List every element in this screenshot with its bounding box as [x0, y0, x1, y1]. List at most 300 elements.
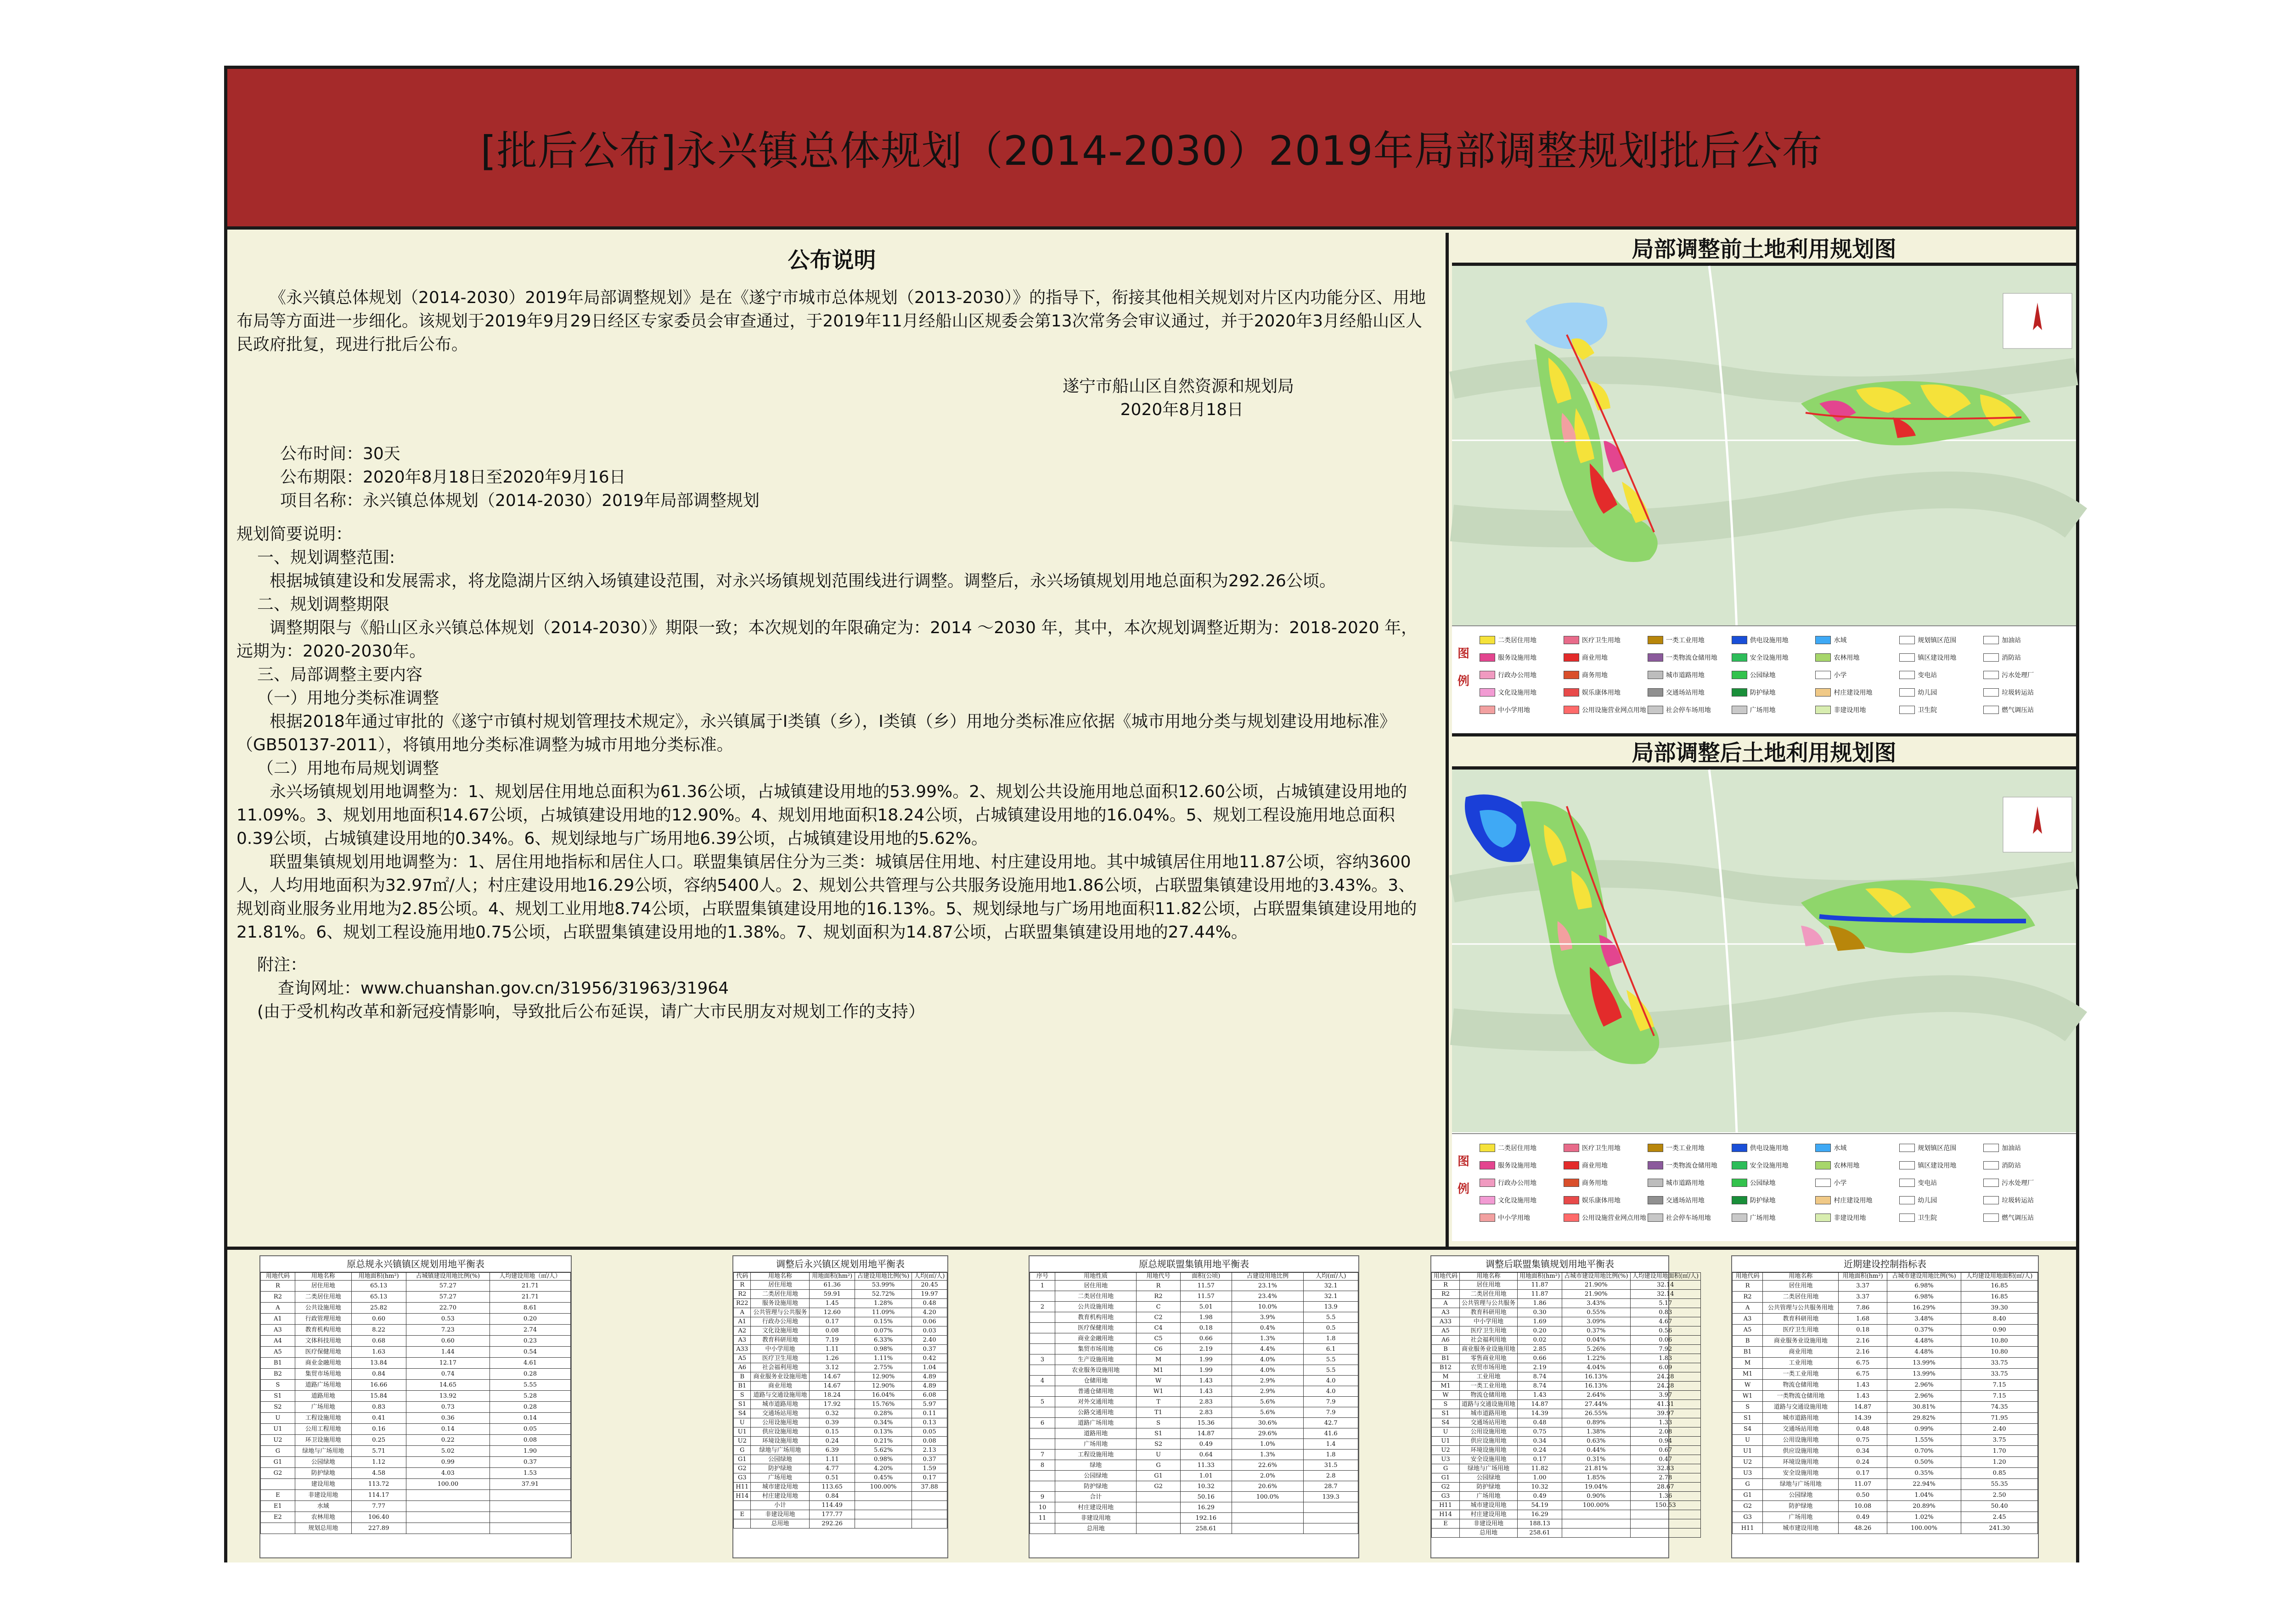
table-cell: 农贸市场用地 [1460, 1363, 1518, 1372]
table-cell: 7.19 [810, 1336, 855, 1345]
legend-item [1983, 702, 2067, 717]
table-cell: 0.68 [351, 1336, 406, 1347]
legend-swatch [1899, 706, 1915, 714]
table-cell: 2.40 [912, 1336, 947, 1345]
table-cell: U [734, 1418, 751, 1427]
table-row [1432, 1345, 1701, 1354]
legend-text: 公用设施营业网点用地 [1581, 1214, 1646, 1222]
map-after-title: 局部调整后土地利用规划图 [1452, 736, 2076, 770]
table-cell [912, 1492, 947, 1501]
table-cell: 1.00 [1518, 1473, 1562, 1483]
table-cell: 2.9% [1232, 1376, 1304, 1386]
table-cell: 道路与交通设施用地 [1460, 1400, 1518, 1409]
table-cell: B [1432, 1345, 1460, 1354]
table-row [734, 1345, 947, 1354]
table-cell: B2 [261, 1369, 295, 1380]
table-cell: 6 [1030, 1418, 1055, 1428]
table-row [261, 1523, 571, 1534]
table-cell: 0.35% [1887, 1468, 1961, 1479]
table-row [1432, 1400, 1701, 1409]
table-cell: 1.38% [1562, 1427, 1631, 1437]
table-cell: 1.20 [1961, 1457, 2038, 1468]
table-cell: 7.15 [1961, 1380, 2038, 1391]
table-row [261, 1402, 571, 1413]
table-cell: 24.28 [1630, 1372, 1701, 1382]
table-cell: R2 [1137, 1291, 1181, 1302]
legend-swatch [1815, 653, 1831, 662]
table-cell: 114.17 [351, 1490, 406, 1501]
table-row [1733, 1457, 2038, 1468]
legend-swatch [1983, 653, 1999, 662]
legend-swatch [1899, 1179, 1915, 1187]
table-cell: 4.48% [1887, 1347, 1961, 1358]
legend-text: 消防站 [2002, 654, 2021, 662]
legend-text: 防护绿地 [1750, 689, 1776, 697]
table-cell: 24.28 [1630, 1382, 1701, 1391]
table-cell: 12.60 [810, 1308, 855, 1317]
table-cell: 22.70 [406, 1303, 490, 1314]
table-cell: 供应设施用地 [1763, 1446, 1839, 1457]
table-cell: 服务设施用地 [751, 1299, 810, 1308]
legend-text: 变电站 [1918, 672, 1937, 679]
table-cell: 2.50 [1961, 1490, 2038, 1501]
section-1-text: 根据城镇建设和发展需求，将龙隐湖片区纳入场镇建设范围，对永兴场镇规划范围线进行调整。调整后，永兴场镇规划用地总面积为292.26公顷。 [270, 572, 1336, 590]
table-cell: 村庄建设用地 [1055, 1502, 1136, 1513]
notice-authority: 遂宁市船山区自然资源和规划局 [1062, 377, 1294, 396]
table-cell: S1 [1733, 1413, 1763, 1424]
table-cell: R [1733, 1281, 1763, 1292]
table-cell: 0.17 [912, 1473, 947, 1483]
legend-swatch [1480, 688, 1495, 697]
legend-swatch [1815, 1144, 1831, 1152]
legend-swatch [1648, 1144, 1663, 1152]
table-cell: 139.3 [1304, 1492, 1358, 1502]
legend-swatch [1983, 1196, 1999, 1204]
table-cell [912, 1519, 947, 1528]
table-cell: 19.04% [1562, 1483, 1631, 1492]
table-row [1733, 1292, 2038, 1303]
table-cell: 0.47 [1630, 1455, 1701, 1464]
table-cell: 0.15% [855, 1317, 912, 1326]
legend-swatch [1480, 706, 1495, 714]
table-cell: 5.6% [1232, 1397, 1304, 1407]
table-header-cell: 用地代码 [261, 1273, 295, 1281]
table-cell: 1.98 [1180, 1312, 1232, 1323]
table-cell: 25.82 [351, 1303, 406, 1314]
legend-item [1732, 1210, 1816, 1225]
section-3-title: 三、局部调整主要内容 [257, 665, 423, 684]
table-cell: 10.80 [1961, 1336, 2038, 1347]
table-cell: U1 [1733, 1446, 1763, 1457]
legend-item [1815, 1158, 1899, 1173]
table-cell: R2 [1432, 1290, 1460, 1299]
legend-text: 变电站 [1918, 1180, 1937, 1187]
legend-swatch [1732, 671, 1747, 679]
table-cell: 2.83 [1180, 1397, 1232, 1407]
legend-item [1899, 633, 1983, 647]
table-cell: 绿地与广场用地 [1763, 1479, 1839, 1490]
legend-swatch [1899, 653, 1915, 662]
table-cell: A [261, 1303, 295, 1314]
table-adjusted-town [732, 1255, 948, 1558]
legend-text: 社会停车场用地 [1666, 707, 1711, 714]
table-cell: 安全设施用地 [1460, 1455, 1518, 1464]
table-cell: 0.37% [1562, 1326, 1631, 1336]
legend-item [1648, 1193, 1732, 1208]
legend-item [1899, 1158, 1983, 1173]
table-cell: 0.60 [406, 1336, 490, 1347]
table-cell: 1.4 [1304, 1439, 1358, 1450]
table-cell: 工业用地 [1763, 1358, 1839, 1369]
table-cell: G2 [1432, 1483, 1460, 1492]
table-cell: 绿地与广场用地 [751, 1446, 810, 1455]
table-cell: 4.61 [490, 1358, 570, 1369]
table-cell: 3.43% [1562, 1299, 1631, 1308]
table-row [1432, 1464, 1701, 1473]
table-cell: 工程设施用地 [295, 1413, 351, 1424]
legend-item [1564, 702, 1648, 717]
legend-text: 中小学用地 [1498, 1214, 1530, 1222]
legend-item [1815, 702, 1899, 717]
table-cell: S4 [1733, 1424, 1763, 1435]
legend-item [1983, 1210, 2067, 1225]
table-row [1733, 1424, 2038, 1435]
table-header-cell: 用地代码 [1733, 1273, 1763, 1281]
table-cell: 0.04% [1562, 1336, 1631, 1345]
legend-swatch [1815, 1214, 1831, 1222]
table-cell: 0.23 [490, 1336, 570, 1347]
table-cell: H11 [1432, 1501, 1460, 1510]
table-cell: 0.05 [490, 1424, 570, 1435]
table-cell: 公共设施用地 [295, 1303, 351, 1314]
table-cell: 0.90 [1961, 1325, 2038, 1336]
legend-text: 安全设施用地 [1750, 1162, 1789, 1169]
table-cell: S [734, 1391, 751, 1400]
table-cell: M [1137, 1354, 1181, 1365]
table-cell: 1.53 [490, 1468, 570, 1479]
note-apology: (由于受机构改革和新冠疫情影响，导致批后公布延误，请广大市民朋友对规划工作的支持） [257, 1002, 925, 1021]
table-cell: 22.6% [1232, 1460, 1304, 1471]
table-cell: 4.48% [1887, 1336, 1961, 1347]
table-cell: 0.08 [810, 1326, 855, 1336]
legend-text: 娱乐康体用地 [1581, 689, 1621, 697]
table-row [1030, 1523, 1358, 1534]
table-cell: 工业用地 [1460, 1372, 1518, 1382]
table-cell: 0.75 [1839, 1435, 1887, 1446]
map-before-drawing [1452, 266, 2076, 629]
table-cell: 公园绿地 [1763, 1490, 1839, 1501]
table-cell: 2.75% [855, 1363, 912, 1372]
table-row [734, 1409, 947, 1418]
legend-item [1815, 668, 1899, 682]
table-cell: 30.81% [1887, 1402, 1961, 1413]
table-cell: 非建设用地 [1055, 1513, 1136, 1523]
legend-item [1480, 1175, 1564, 1190]
table-cell: G3 [734, 1473, 751, 1483]
map-after-drawing [1452, 770, 2076, 1132]
data-table [1732, 1272, 2038, 1534]
legend-item [1648, 702, 1732, 717]
legend-swatch [1564, 1214, 1579, 1222]
table-row [734, 1510, 947, 1519]
table-cell: 0.22 [406, 1435, 490, 1446]
table-cell: 1.12 [351, 1457, 406, 1468]
table-cell: 环境设施用地 [1763, 1457, 1839, 1468]
legend-label: 图例 [1458, 647, 1470, 688]
table-cell: 5.71 [351, 1446, 406, 1457]
table-cell: 1.8 [1304, 1333, 1358, 1344]
table-cell: 居住用地 [1055, 1281, 1136, 1291]
legend-text: 社会停车场用地 [1666, 1214, 1711, 1222]
table-cell: 1.11 [810, 1345, 855, 1354]
table-cell: 29.6% [1232, 1428, 1304, 1439]
table-cell: 37.88 [912, 1483, 947, 1492]
table-cell: 1.86 [1518, 1299, 1562, 1308]
legend-item [1732, 668, 1816, 682]
table-row [1733, 1468, 2038, 1479]
table-cell: 1.43 [1180, 1376, 1232, 1386]
legend-text: 村庄建设用地 [1834, 1197, 1873, 1204]
legend-text: 农林用地 [1834, 654, 1860, 662]
table-cell: 0.48 [1518, 1418, 1562, 1427]
legend-swatch [1564, 653, 1579, 662]
table-cell: 100.00% [855, 1483, 912, 1492]
table-cell: 1.99 [1180, 1354, 1232, 1365]
legend-swatch [1732, 636, 1747, 644]
table-cell: 0.28% [855, 1409, 912, 1418]
legend-item [1983, 1158, 2067, 1173]
table-row [261, 1413, 571, 1424]
table-cell: 1.99 [1180, 1365, 1232, 1376]
table-cell: 环境设施用地 [751, 1437, 810, 1446]
table-row [261, 1457, 571, 1468]
legend-swatch [1648, 688, 1663, 697]
table-row [261, 1358, 571, 1369]
legend-text: 一类物流仓储用地 [1666, 1162, 1717, 1169]
table-cell: 道路广场用地 [1055, 1418, 1136, 1428]
table-cell: 行政管理用地 [295, 1314, 351, 1325]
table-cell: 工程设施用地 [1055, 1450, 1136, 1460]
table-cell: 二类居住用地 [1763, 1292, 1839, 1303]
table-cell: 社会福利用地 [1460, 1336, 1518, 1345]
legend-swatch [1648, 1179, 1663, 1187]
table-cell: 14.87 [1839, 1402, 1887, 1413]
table-cell: 7 [1030, 1450, 1055, 1460]
legend-item [1983, 668, 2067, 682]
table-row [1030, 1513, 1358, 1523]
legend-text: 农林用地 [1834, 1162, 1860, 1169]
table-cell: 教育科研用地 [1460, 1308, 1518, 1317]
table-cell [1232, 1513, 1304, 1523]
table-cell: 0.49 [1180, 1439, 1232, 1450]
table-cell: 10 [1030, 1502, 1055, 1513]
table-header-cell: 用地面积(hm²) [351, 1273, 406, 1281]
table-cell: 17.92 [810, 1400, 855, 1409]
table-cell: 小计 [751, 1501, 810, 1510]
table-cell [855, 1519, 912, 1528]
table-cell: R [1137, 1281, 1181, 1291]
table-cell: 13.99% [1887, 1369, 1961, 1380]
legend-swatch [1564, 1144, 1579, 1152]
table-row [1733, 1369, 2038, 1380]
table-cell: 零售商业用地 [1460, 1354, 1518, 1363]
table-cell: 公用设施用地 [1763, 1435, 1839, 1446]
table-cell: 道路广场用地 [295, 1380, 351, 1391]
table-cell: 14.87 [1180, 1428, 1232, 1439]
legend-item [1899, 1210, 1983, 1225]
table-cell [912, 1501, 947, 1510]
table-row [1733, 1479, 2038, 1490]
table-cell: 商业服务业设施用地 [751, 1372, 810, 1382]
table-cell: 1.83 [1630, 1354, 1701, 1363]
table-cell: 57.27 [406, 1292, 490, 1303]
table-cell: 2.85 [1518, 1345, 1562, 1354]
legend-item [1648, 650, 1732, 665]
legend-item [1564, 1210, 1648, 1225]
table-cell: 1.0% [1232, 1439, 1304, 1450]
table-cell: C2 [1137, 1312, 1181, 1323]
table-cell [1304, 1523, 1358, 1534]
table-cell: 二类居住用地 [295, 1292, 351, 1303]
table-cell: 商业金融用地 [1055, 1333, 1136, 1344]
table-row [1432, 1492, 1701, 1501]
table-cell: 5.01 [1180, 1302, 1232, 1312]
table-cell: 4.20% [855, 1464, 912, 1473]
table-cell: A3 [1432, 1308, 1460, 1317]
legend-text: 文化设施用地 [1498, 689, 1536, 697]
legend-after [1452, 1133, 2076, 1241]
legend-text: 村庄建设用地 [1834, 689, 1873, 697]
table-cell: A1 [261, 1314, 295, 1325]
legend-item [1480, 1141, 1564, 1155]
table-cell: U [1733, 1435, 1763, 1446]
table-row [1432, 1455, 1701, 1464]
legend-text: 燃气调压站 [2002, 707, 2034, 714]
table-cell: 2.13 [912, 1446, 947, 1455]
legend-swatch [1815, 1161, 1831, 1169]
legend-text: 加油站 [2002, 637, 2021, 644]
table-cell: 1.36 [1630, 1492, 1701, 1501]
table-cell: 0.83 [351, 1402, 406, 1413]
table-cell: 23.1% [1232, 1281, 1304, 1291]
legend-swatch [1564, 1161, 1579, 1169]
table-cell: 258.61 [1180, 1523, 1232, 1534]
table-cell: 21.71 [490, 1292, 570, 1303]
table-cell: 16.85 [1961, 1292, 2038, 1303]
table-cell: 9 [1030, 1492, 1055, 1502]
table-cell: 0.05 [912, 1427, 947, 1437]
legend-text: 商务用地 [1581, 1180, 1608, 1187]
table-row [1432, 1363, 1701, 1372]
table-cell [1030, 1323, 1055, 1333]
table-cell: 52.72% [855, 1290, 912, 1299]
table-cell: 4.04% [1562, 1363, 1631, 1372]
table-cell: 59.91 [810, 1290, 855, 1299]
legend-text: 交通场站用地 [1666, 689, 1705, 697]
table-cell: G3 [1432, 1492, 1460, 1501]
table-cell: U3 [1733, 1468, 1763, 1479]
legend-text: 公用设施营业网点用地 [1581, 707, 1646, 714]
table-header-cell: 用地面积(hm²) [1518, 1273, 1562, 1281]
table-cell: 12.90% [855, 1372, 912, 1382]
table-cell: 14.65 [406, 1380, 490, 1391]
table-cell: 1.22% [1562, 1354, 1631, 1363]
table-cell: 3.48% [1887, 1314, 1961, 1325]
legend-swatch [1480, 1179, 1495, 1187]
table-cell: 0.24 [1839, 1457, 1887, 1468]
table-row [1030, 1386, 1358, 1397]
table-header-cell: 用地面积(hm²) [1839, 1273, 1887, 1281]
table-cell: 11.87 [1518, 1281, 1562, 1290]
table-row [1733, 1380, 2038, 1391]
table-cell: W [1432, 1391, 1460, 1400]
table-cell: 0.11 [912, 1409, 947, 1418]
table-cell: 0.60 [351, 1314, 406, 1325]
table-row [734, 1299, 947, 1308]
table-cell [406, 1523, 490, 1534]
table-cell: G [1733, 1479, 1763, 1490]
table-cell: 0.64 [1180, 1450, 1232, 1460]
note-url[interactable]: 查询网址：www.chuanshan.gov.cn/31956/31963/31964 [278, 979, 729, 998]
table-cell: 商业服务业设施用地 [1460, 1345, 1518, 1354]
legend-item [1815, 1175, 1899, 1190]
table-row [1432, 1336, 1701, 1345]
legend-swatch [1732, 653, 1747, 662]
legend-swatch [1480, 671, 1495, 679]
table-cell [1137, 1513, 1181, 1523]
table-row [1432, 1354, 1701, 1363]
table-cell: 0.41 [351, 1413, 406, 1424]
table-header-cell: 用地名称 [1763, 1273, 1839, 1281]
table-cell: 100.00% [1562, 1501, 1631, 1510]
table-cell: M [1432, 1372, 1460, 1382]
table-cell: A4 [261, 1336, 295, 1347]
table-cell: 教育机构用地 [1055, 1312, 1136, 1323]
table-row [1733, 1490, 2038, 1501]
legend-swatch [1564, 671, 1579, 679]
table-cell: 0.90% [1562, 1492, 1631, 1501]
table-cell: 10.08 [1839, 1501, 1887, 1512]
table-row [734, 1464, 947, 1473]
table-cell: 4.89 [912, 1382, 947, 1391]
table-cell: 106.40 [351, 1512, 406, 1523]
table-cell: 23.4% [1232, 1291, 1304, 1302]
legend-text: 娱乐康体用地 [1581, 1197, 1621, 1204]
table-cell: 总用地 [1460, 1528, 1518, 1538]
table-cell: A3 [1733, 1314, 1763, 1325]
legend-swatch [1564, 1196, 1579, 1204]
table-cell: 普通仓储用地 [1055, 1386, 1136, 1397]
table-cell: H11 [734, 1483, 751, 1492]
table-cell: 建设用地 [295, 1479, 351, 1490]
table-cell: M [1733, 1358, 1763, 1369]
section-3b-text-2: 联盟集镇规划用地调整为：1、居住用地指标和居住人口。联盟集镇居住分为三类：城镇居住用地、村庄建设用地。其中城镇居住用地11.87公顷，容纳3600人，人均用地面积为32.97㎡/人；村庄建设用地16.29公顷，容纳5400人。2、规划公共管理与公共服务设施用地1.86公顷，占联盟集镇建设用地的3.43%。3、规划商业服务业用地为2.85公顷。4、规划工业用地8.74公顷，占联盟集镇建设用地的16.13%。5、规划绿地与广场用地面积11.82公顷，占联盟集镇建设用地的21.81%。6、规划工程设施用地0.75公顷，占联盟集镇建设用地的1.38%。7、规划面积为14.87公顷，占联盟集镇建设用地的27.44%。 [236, 853, 1417, 942]
table-cell: 教育机构用地 [295, 1325, 351, 1336]
table-cell: 二类居住用地 [1055, 1291, 1136, 1302]
table-cell: 7.92 [1630, 1345, 1701, 1354]
table-cell: R2 [1733, 1292, 1763, 1303]
table-cell: 城市建设用地 [1460, 1501, 1518, 1510]
table-cell: 11.82 [1518, 1464, 1562, 1473]
table-row [1030, 1302, 1358, 1312]
legend-item [1899, 702, 1983, 717]
legend-item [1564, 668, 1648, 682]
table-cell: U2 [261, 1435, 295, 1446]
legend-swatch [1983, 706, 1999, 714]
legend-text: 水域 [1834, 637, 1847, 644]
table-cell: 0.50% [1887, 1457, 1961, 1468]
legend-swatch [1732, 1179, 1747, 1187]
